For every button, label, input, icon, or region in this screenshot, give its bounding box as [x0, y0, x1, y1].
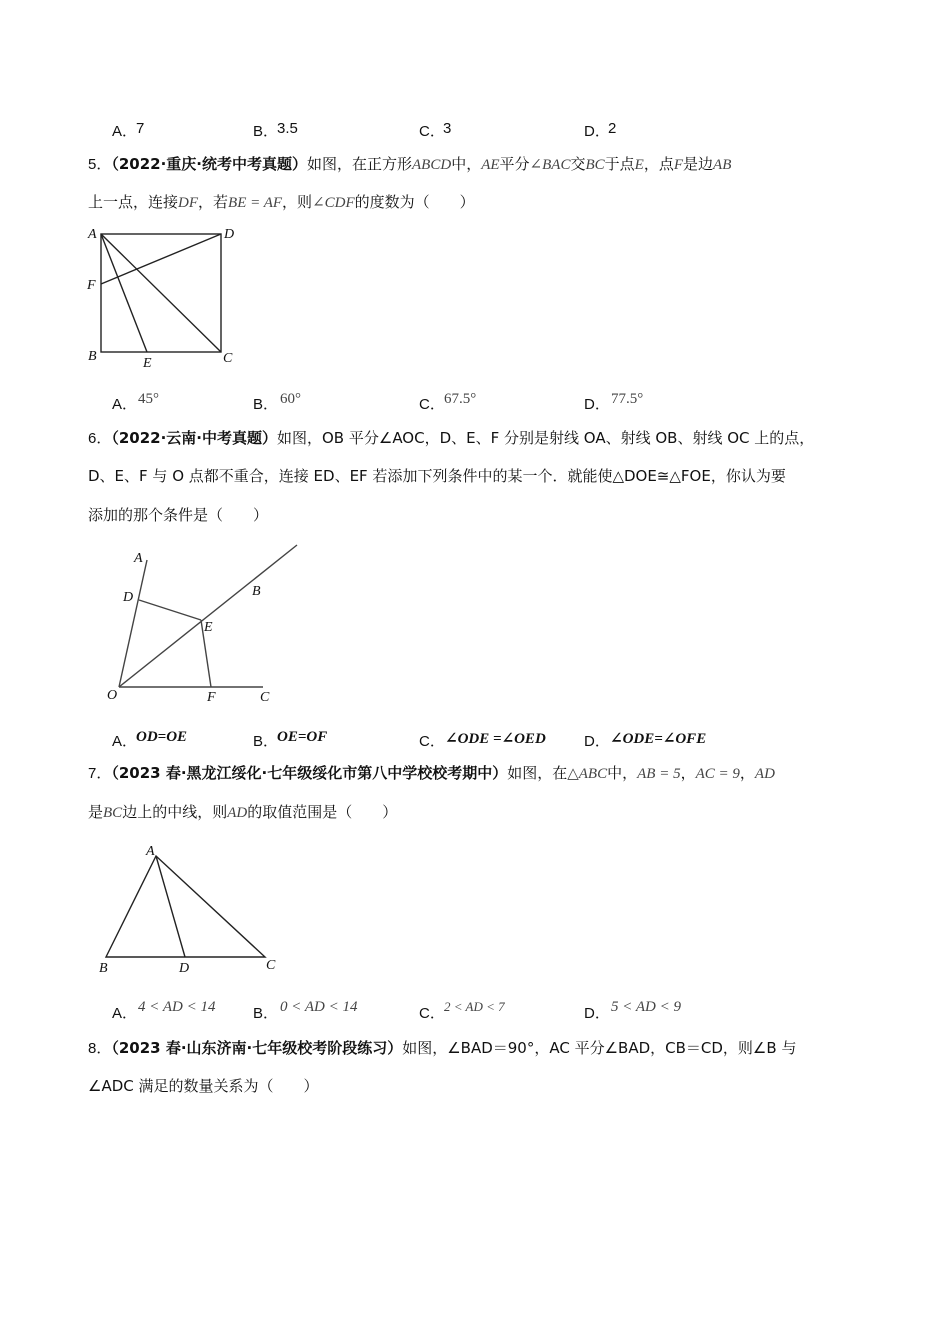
q6-line-3: 添加的那个条件是（ ） [88, 506, 269, 524]
q5-math: ABCD [412, 157, 452, 173]
q5-option-a-text: 45° [138, 391, 159, 407]
q5-text: ，则 [282, 193, 313, 211]
q7-text: 如图，在 [507, 764, 568, 782]
label-c: C [223, 351, 233, 366]
q5-text: 是边 [683, 155, 714, 173]
label-b: B [252, 584, 261, 599]
label-d: D [123, 590, 134, 605]
q5-text: 如图，在正方形 [307, 155, 413, 173]
q7-source: （2023 春·黑龙江绥化·七年级绥化市第八中学校校考期中） [111, 764, 508, 782]
label-c: C [266, 958, 276, 973]
q5-math: ∠CDF [312, 195, 355, 211]
label-a: A [146, 844, 155, 859]
q6-option-d-text: ∠ODE=∠OFE [610, 731, 707, 747]
q4-option-b-text: 3.5 [277, 120, 298, 137]
q8-text-1: 如图，∠BAD＝90°，AC 平分∠BAD，CB＝CD，则∠B 与 [402, 1039, 797, 1057]
q7-triangle-figure [90, 840, 290, 980]
q7-text: 的取值范围是（ ） [247, 803, 398, 821]
q7-text: ， [680, 764, 696, 782]
q7-line-2 [88, 802, 397, 823]
q5-text: 上一点，连接 [88, 193, 179, 211]
q7-option-d-label: D． [584, 1005, 610, 1022]
q4-option-a-text: 7 [136, 120, 145, 137]
q7-text: ， [739, 764, 755, 782]
label-e: E [204, 620, 213, 635]
q5-source: （2022·重庆·统考中考真题） [111, 155, 307, 173]
q5-text: 平分 [499, 155, 530, 173]
q7-option-d-text: 5 < AD < 9 [611, 999, 681, 1015]
label-a: A [88, 227, 97, 242]
median-ad [156, 856, 185, 957]
q7-option-a-text: 4 < AD < 14 [138, 999, 216, 1015]
q5-text: 中， [451, 155, 482, 173]
q7-option-c-text: 2 < AD < 7 [444, 999, 505, 1014]
q5-text: 交 [570, 155, 586, 173]
q7-math: BC [103, 805, 123, 821]
q6-option-b-text: OE=OF [277, 729, 328, 745]
diagonal-ac [101, 234, 221, 352]
q4-option-c-text: 3 [443, 120, 452, 137]
q8-source: （2023 春·山东济南·七年级校考阶段练习） [111, 1039, 403, 1057]
label-d: D [179, 961, 190, 976]
q6-line-1 [88, 428, 814, 449]
q5-text: 于点 [604, 155, 635, 173]
q5-line-1 [88, 154, 731, 175]
q7-option-b-label: B． [253, 1005, 279, 1022]
q6-option-b-label: B． [253, 733, 279, 750]
q6-option-c-label: C． [419, 733, 445, 750]
q5-option-d-text: 77.5° [611, 391, 644, 407]
q7-number: 7． [88, 765, 112, 782]
q5-math: E [634, 157, 644, 173]
q5-option-c-label: C． [419, 396, 445, 413]
label-d: D [224, 227, 235, 242]
q4-option-c-label: C． [419, 123, 445, 140]
q5-math: ∠BAC [529, 157, 571, 173]
label-c: C [260, 690, 270, 705]
q4-option-b-label: B． [253, 123, 279, 140]
q6-option-a-text: OD=OE [136, 729, 188, 745]
q5-option-c-text: 67.5° [444, 391, 477, 407]
q5-line-2 [88, 192, 475, 213]
q5-option-b-label: B． [253, 396, 279, 413]
q6-line-2: D、E、F 与 O 点都不重合，连接 ED、EF 若添加下列条件中的某一个．就能使△DOE≅△FOE，你认为要 [88, 467, 786, 485]
q7-option-a-label: A． [112, 1005, 138, 1022]
triangle-abc [106, 856, 265, 957]
q5-math: BC [585, 157, 605, 173]
q6-number: 6． [88, 430, 112, 447]
q6-text-1: 如图，OB 平分∠AOC，D、E、F 分别是射线 OA、射线 OB、射线 OC 上的点， [277, 429, 815, 447]
q7-line-1 [88, 763, 775, 784]
q6-option-a-label: A． [112, 733, 138, 750]
q4-option-d-text: 2 [608, 120, 617, 137]
q5-option-d-label: D． [584, 396, 610, 413]
q6-source: （2022·云南·中考真题） [111, 429, 277, 447]
q4-option-d-label: D． [584, 123, 610, 140]
q7-math: AD [754, 766, 775, 782]
label-f: F [207, 690, 216, 705]
segment-df [101, 234, 221, 284]
q6-option-c-text: ∠ODE =∠OED [445, 731, 546, 747]
q5-text: ，点 [643, 155, 674, 173]
q7-text: 是 [88, 803, 104, 821]
q5-option-b-text: 60° [280, 391, 301, 407]
q5-text: 的度数为（ ） [354, 193, 475, 211]
q8-line-1 [88, 1038, 796, 1059]
q8-line-2: ∠ADC 满足的数量关系为（ ） [88, 1077, 319, 1095]
q4-option-a-label: A． [112, 123, 138, 140]
q5-math: DF [178, 195, 199, 211]
q5-math: AB [713, 157, 732, 173]
q5-text: ，若 [198, 193, 229, 211]
segment-ae [101, 234, 147, 352]
q7-math: △ABC [567, 766, 608, 782]
q5-option-a-label: A． [112, 396, 138, 413]
q5-math: AE [481, 157, 500, 173]
q5-math: BE = AF [228, 195, 283, 211]
q7-option-b-text: 0 < AD < 14 [280, 999, 358, 1015]
q8-number: 8． [88, 1040, 112, 1057]
q6-option-d-label: D． [584, 733, 610, 750]
q6-angle-figure [100, 540, 310, 710]
q7-math: AD [227, 805, 248, 821]
q7-option-c-label: C． [419, 1005, 445, 1022]
q7-text: 边上的中线，则 [122, 803, 228, 821]
segment-de [139, 600, 201, 620]
label-b: B [88, 349, 97, 364]
q7-math: AC = 9 [695, 766, 740, 782]
q5-number: 5． [88, 156, 112, 173]
q7-text: 中， [607, 764, 638, 782]
label-o: O [107, 688, 118, 703]
label-e: E [143, 356, 152, 371]
label-b: B [99, 961, 108, 976]
q7-math: AB = 5 [637, 766, 681, 782]
q5-math: F [673, 157, 684, 173]
q5-square-figure [84, 222, 244, 372]
label-a: A [134, 551, 143, 566]
label-f: F [87, 278, 96, 293]
